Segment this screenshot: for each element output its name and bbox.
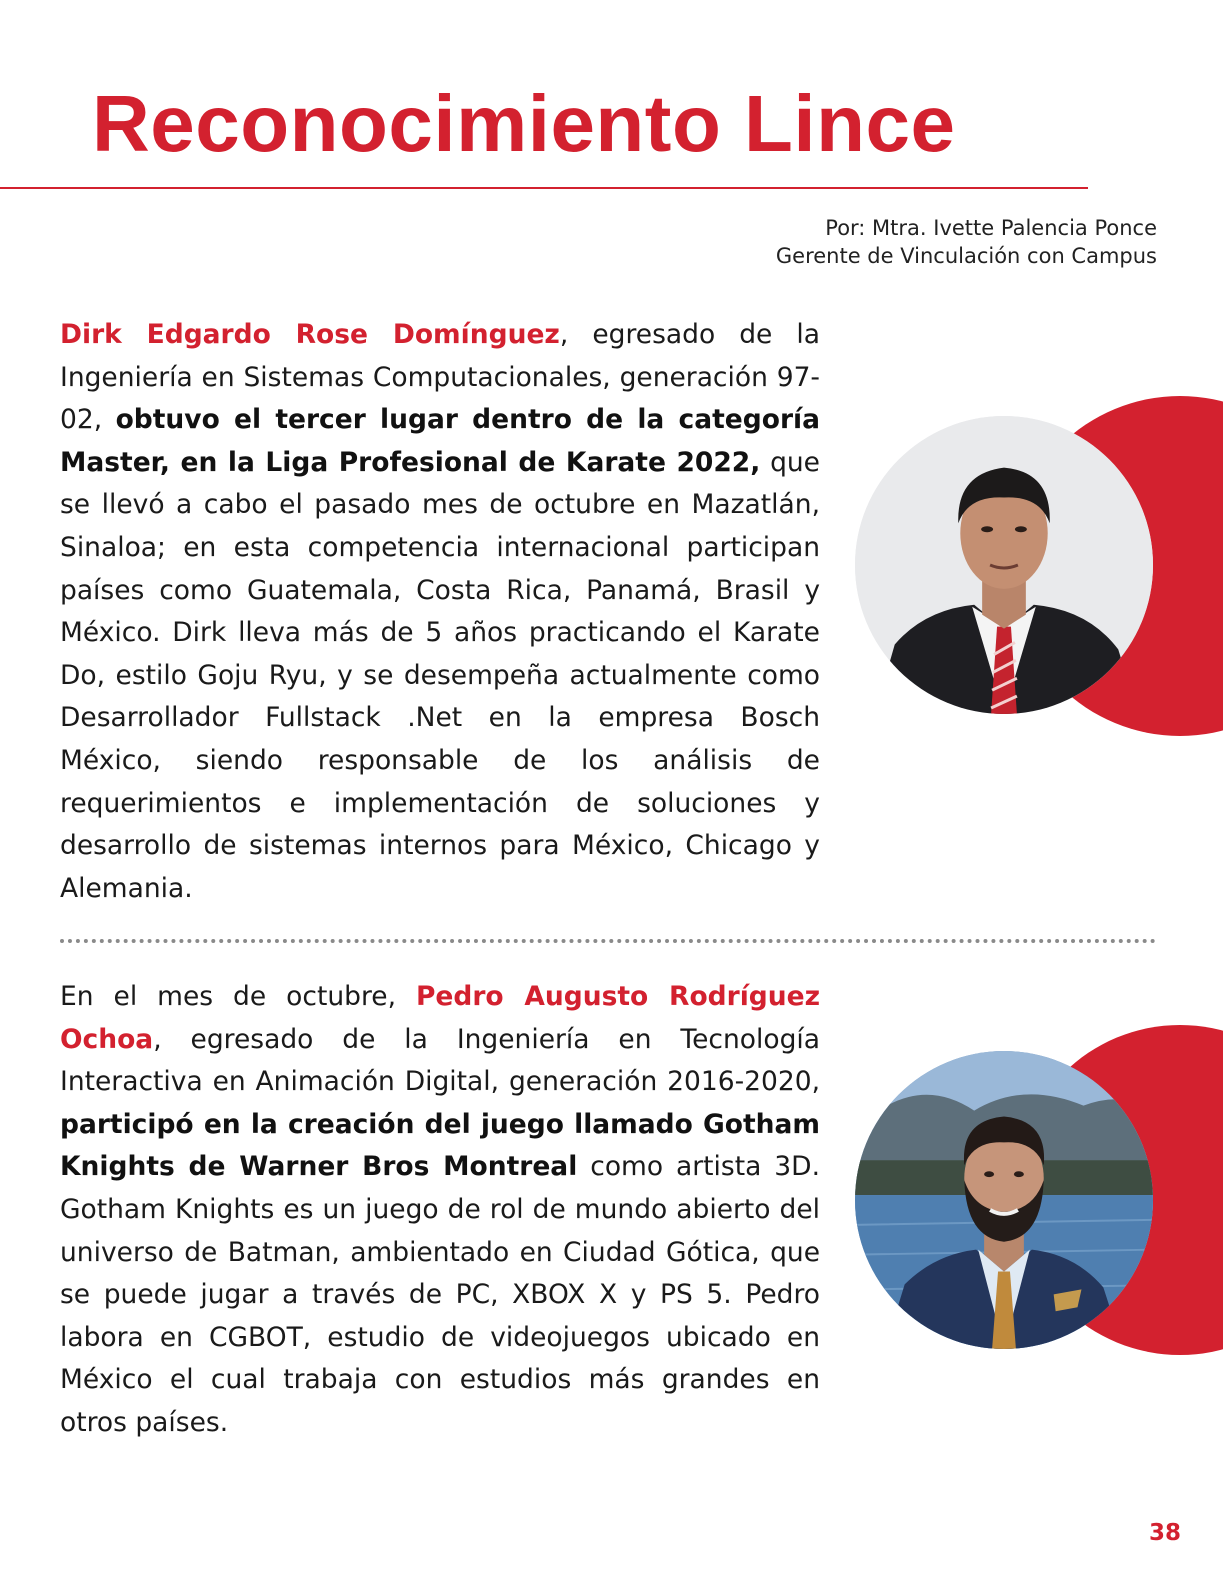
portrait-illustration xyxy=(855,1051,1153,1349)
article-text: , egresado de la Ingeniería en Tecnología Interactiva en Animación Digital, generación 2016-2020, xyxy=(60,1023,820,1098)
article-text: que se llevó a cabo el pasado mes de octubre en Mazatlán, Sinaloa; en esta competencia internacional participan países como Guatemala, Costa Rica, Panamá, Brasil y México. Dirk lleva más de 5 años practicando el Karate Do, estilo Goju Ryu, y se desempeña actualmente como Desarrollador Fullstack .Net en la empresa Bosch México, siendo responsable de los análisis de requerimientos e implementación de soluciones y desarrollo de sistemas internos para México, Chicago y Alemania. xyxy=(60,446,820,904)
portrait-photo-dirk xyxy=(855,416,1153,714)
page-number: 38 xyxy=(1148,1520,1181,1546)
portrait-photo-pedro xyxy=(855,1051,1153,1349)
byline xyxy=(776,214,1157,270)
article-dirk xyxy=(60,314,820,910)
article-highlight: participó en la creación del juego llamado Gotham Knights de Warner Bros Montreal xyxy=(60,1108,820,1183)
article-text: como artista 3D. Gotham Knights es un juego de rol de mundo abierto del universo de Batman, ambientado en Ciudad Gótica, que se puede jugar a través de PC, XBOX X y PS 5. Pedro labora en CGBOT, estudio de videojuegos ubicado en México el cual trabaja con estudios más grandes en otros países. xyxy=(60,1151,820,1438)
byline-author: Por: Mtra. Ivette Palencia Ponce xyxy=(825,216,1157,240)
article-highlight: obtuvo el tercer lugar dentro de la categoría Master, en la Liga Profesional de Karate 2022, xyxy=(60,404,820,478)
portrait-illustration xyxy=(855,416,1153,714)
page-title: Reconocimiento Lince xyxy=(92,79,956,168)
article-pedro xyxy=(60,976,820,1445)
person-name-dirk: Dirk Edgardo Rose Domínguez xyxy=(60,319,560,350)
title-divider xyxy=(0,187,1088,189)
article-text: En el mes de octubre, xyxy=(60,981,416,1012)
byline-role: Gerente de Vinculación con Campus xyxy=(775,244,1157,268)
article-text: , egresado de la Ingeniería en Sistemas Computacionales, generación 97-02, xyxy=(60,319,820,436)
section-divider xyxy=(60,939,1156,943)
person-name-pedro: Pedro Augusto Rodríguez Ochoa xyxy=(60,981,821,1055)
